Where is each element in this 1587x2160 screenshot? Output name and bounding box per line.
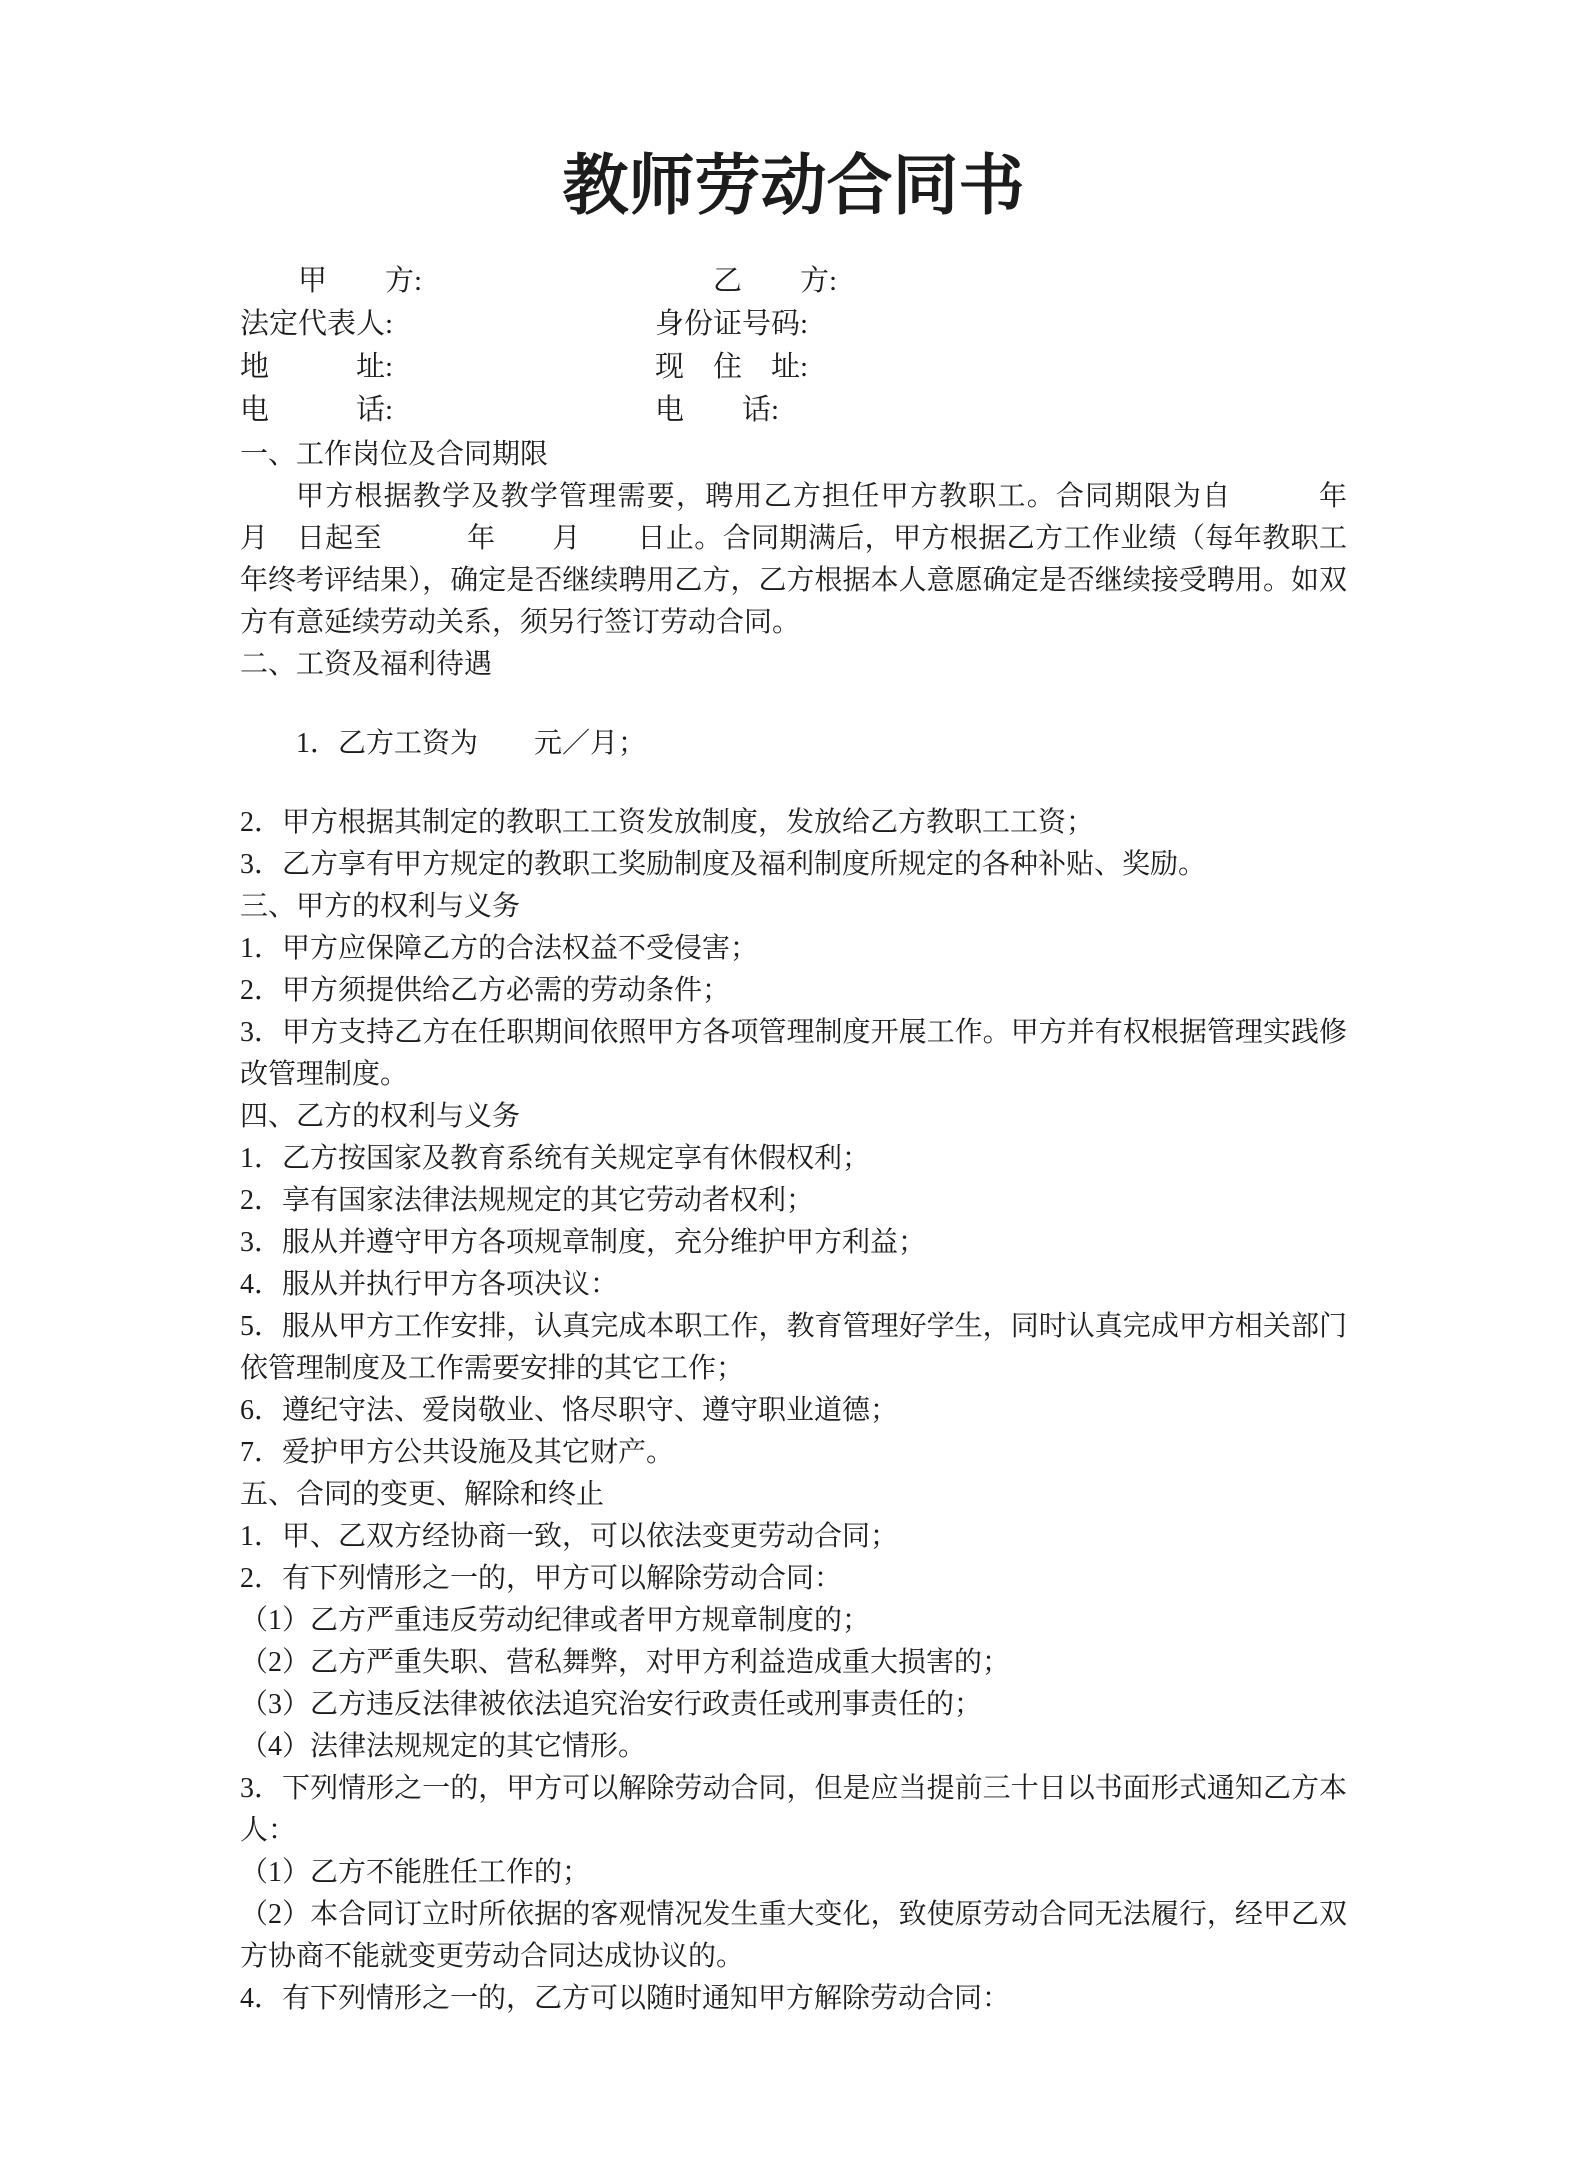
paragraph: 3．甲方支持乙方在任职期间依照甲方各项管理制度开展工作。甲方并有权根据管理实践修改管理制度。 (240, 1017, 1347, 1090)
party-field-right: 现 住 址: (655, 351, 809, 383)
paragraph: 1．乙方工资为 元／月； (296, 728, 647, 759)
paragraph: 2．甲方根据其制定的教职工工资发放制度，发放给乙方教职工工资； (240, 807, 1095, 838)
paragraph: 甲方根据教学及教学管理需要，聘用乙方担任甲方教职工。合同期限为自 年 月 日起至 年 月 日止。合同期满后，甲方根据乙方工作业绩（每年教职工年终考评结果），确定是否继续聘用乙方，乙方根据本人意愿确定是否继续接受聘用。如双方有意延续劳动关系，须另行签订劳动合同。 (240, 481, 1404, 638)
paragraph: 一、工作岗位及合同期限 (240, 439, 549, 470)
paragraph: 三、甲方的权利与义务 (240, 891, 521, 922)
parties-block (240, 260, 1347, 432)
party-row (240, 260, 1347, 303)
paragraph: （2）本合同订立时所依据的客观情况发生重大变化，致使原劳动合同无法履行，经甲乙双方协商不能就变更劳动合同达成协议的。 (240, 1899, 1347, 1972)
paragraph: 1．甲、乙双方经协商一致，可以依法变更劳动合同； (240, 1521, 899, 1552)
paragraph: （2）乙方严重失职、营私舞弊，对甲方利益造成重大损害的； (240, 1647, 1011, 1678)
party-row (240, 346, 1347, 389)
paragraph: 7．爱护甲方公共设施及其它财产。 (240, 1437, 675, 1468)
paragraph: 1．甲方应保障乙方的合法权益不受侵害； (240, 933, 759, 964)
paragraph: 4．服从并执行甲方各项决议： (240, 1269, 619, 1300)
paragraph: （1）乙方不能胜任工作的； (240, 1857, 591, 1888)
document-title: 教师劳动合同书 (562, 150, 1025, 223)
party-field-left: 甲 方: (240, 265, 423, 297)
party-row (240, 303, 1347, 346)
paragraph: 3．服从并遵守甲方各项规章制度，充分维护甲方利益； (240, 1227, 927, 1258)
paragraph: 4．有下列情形之一的，乙方可以随时通知甲方解除劳动合同： (240, 1983, 1011, 2014)
paragraph: 3．下列情形之一的，甲方可以解除劳动合同，但是应当提前三十日以书面形式通知乙方本人： (240, 1773, 1347, 1846)
paragraph: 2．有下列情形之一的，甲方可以解除劳动合同： (240, 1563, 843, 1594)
contract-body (240, 434, 1404, 2020)
party-field-left: 法定代表人: (240, 308, 394, 340)
party-field-right: 乙 方: (655, 265, 838, 297)
paragraph: 1．乙方按国家及教育系统有关规定享有休假权利； (240, 1143, 871, 1174)
paragraph: 2．享有国家法律法规规定的其它劳动者权利； (240, 1185, 815, 1216)
party-field-left: 地 址: (240, 351, 394, 383)
party-row (240, 389, 1347, 432)
paragraph: （1）乙方严重违反劳动纪律或者甲方规章制度的； (240, 1605, 871, 1636)
paragraph: 3．乙方享有甲方规定的教职工奖励制度及福利制度所规定的各种补贴、奖励。 (240, 849, 1207, 880)
party-field-right: 身份证号码: (655, 308, 809, 340)
paragraph: 5．服从甲方工作安排，认真完成本职工作，教育管理好学生，同时认真完成甲方相关部门依管理制度及工作需要安排的其它工作； (240, 1311, 1347, 1384)
paragraph: 2．甲方须提供给乙方必需的劳动条件； (240, 975, 731, 1006)
paragraph: （4）法律法规规定的其它情形。 (240, 1731, 647, 1762)
paragraph: 五、合同的变更、解除和终止 (240, 1479, 605, 1510)
party-field-left: 电 话: (240, 394, 394, 426)
paragraph: 6．遵纪守法、爱岗敬业、恪尽职守、遵守职业道德； (240, 1395, 899, 1426)
paragraph: 二、工资及福利待遇 (240, 649, 493, 680)
paragraph: 四、乙方的权利与义务 (240, 1101, 521, 1132)
party-field-right: 电 话: (655, 394, 780, 426)
paragraph: （3）乙方违反法律被依法追究治安行政责任或刑事责任的； (240, 1689, 983, 1720)
